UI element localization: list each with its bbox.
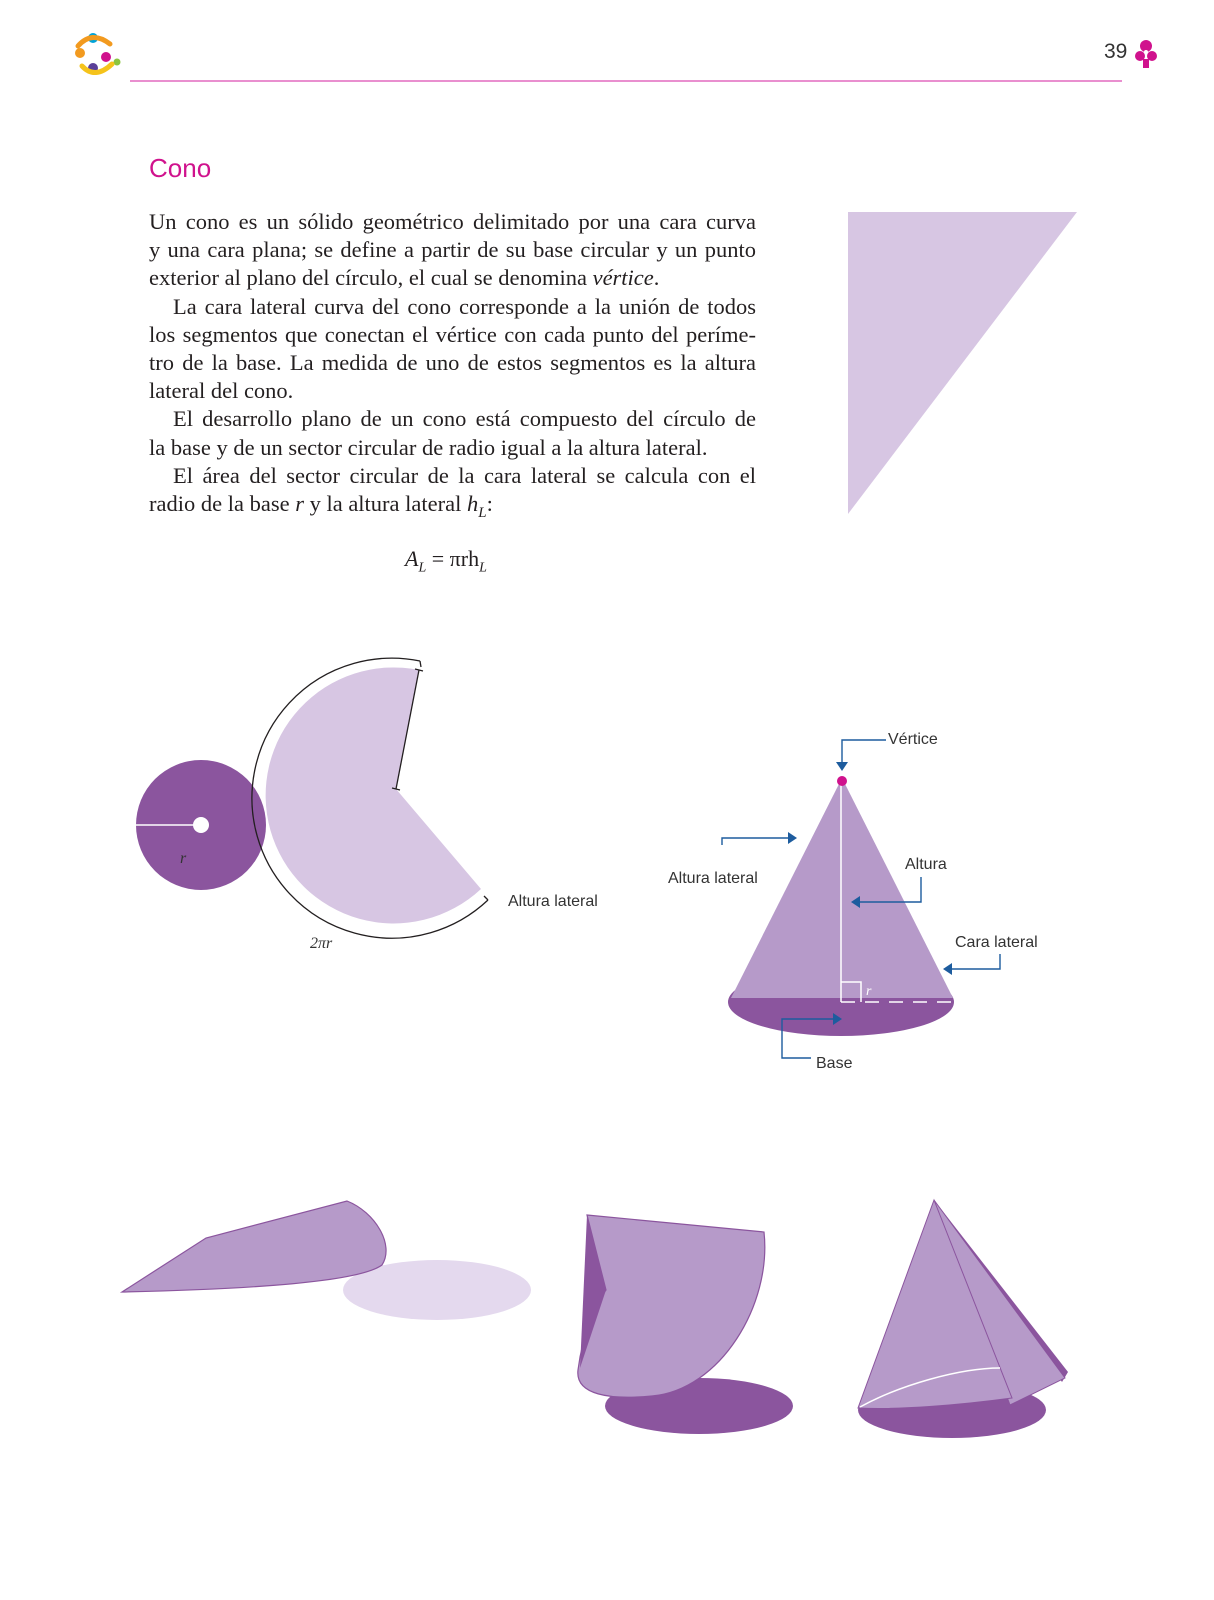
formula-a-sub: L xyxy=(418,560,427,576)
cone-radius-label: r xyxy=(866,984,872,999)
emphasis-vertice: vértice xyxy=(592,265,654,291)
lateral-sector xyxy=(266,667,481,923)
text-line: la base y de un sector circular de radio igual a la altura lateral. xyxy=(149,434,708,460)
fold-step-1-sector xyxy=(122,1201,386,1292)
folding-sequence xyxy=(122,1200,1068,1438)
var-h-sub: L xyxy=(478,504,487,521)
text-punct: . xyxy=(653,265,660,291)
header-rule xyxy=(130,80,1122,82)
text-line: Un cono es un sólido geométrico delimitado por una cara curva xyxy=(149,209,756,234)
text-line: y la altura lateral xyxy=(303,491,467,517)
fold-step-2-sector xyxy=(578,1215,765,1397)
cone-lateral-face xyxy=(731,778,953,998)
logo-icon xyxy=(75,33,121,73)
body-text xyxy=(149,208,756,527)
ornament-icon xyxy=(1135,40,1157,68)
text-line: tro de la base. La medida de uno de estos segmentos es la altura xyxy=(149,350,756,376)
height-label: Altura xyxy=(905,856,947,873)
text-line: lateral del cono. xyxy=(149,378,294,404)
cone-figure xyxy=(722,740,1000,1058)
formula-a: A xyxy=(405,546,419,571)
var-r: r xyxy=(295,491,304,517)
paragraph-4 xyxy=(149,462,756,490)
base-label: Base xyxy=(816,1055,853,1072)
text-line: El área del sector circular de la cara lateral se calcula con el xyxy=(173,462,756,488)
text-line: exterior al plano del círculo, el cual se denomina xyxy=(149,265,593,291)
text-line: y una cara plana; se define a partir de su base circular y un punto xyxy=(149,237,756,263)
lateral-face-label: Cara lateral xyxy=(955,934,1038,951)
lateral-area-formula xyxy=(405,546,487,576)
text-line: los segmentos que conectan el vértice con cada punto del períme- xyxy=(149,321,756,347)
paragraph-2 xyxy=(149,293,756,321)
text-punct: : xyxy=(486,491,493,517)
page-number: 39 xyxy=(1104,40,1128,63)
vertex-label: Vértice xyxy=(888,731,938,748)
text-line: El desarrollo plano de un cono está compuesto del círculo de xyxy=(173,406,756,432)
net-radius-label: r xyxy=(180,850,187,867)
formula-eq: = πrh xyxy=(426,546,480,571)
paragraph-3 xyxy=(149,405,756,433)
formula-h-sub: L xyxy=(479,560,487,576)
net-slant-label: Altura lateral xyxy=(508,893,598,910)
var-h: h xyxy=(467,491,479,517)
slant-height-label: Altura lateral xyxy=(668,870,758,887)
text-line: radio de la base xyxy=(149,491,296,517)
center-dot xyxy=(193,817,209,833)
section-title: Cono xyxy=(149,153,212,183)
vertex-dot xyxy=(837,776,847,786)
decorative-triangle xyxy=(848,212,1077,514)
paragraph-1 xyxy=(149,208,756,236)
net-figure xyxy=(136,658,488,938)
text-line: La cara lateral curva del cono corresponde a la unión de todos xyxy=(173,293,756,319)
net-arc-label: 2πr xyxy=(310,935,333,952)
